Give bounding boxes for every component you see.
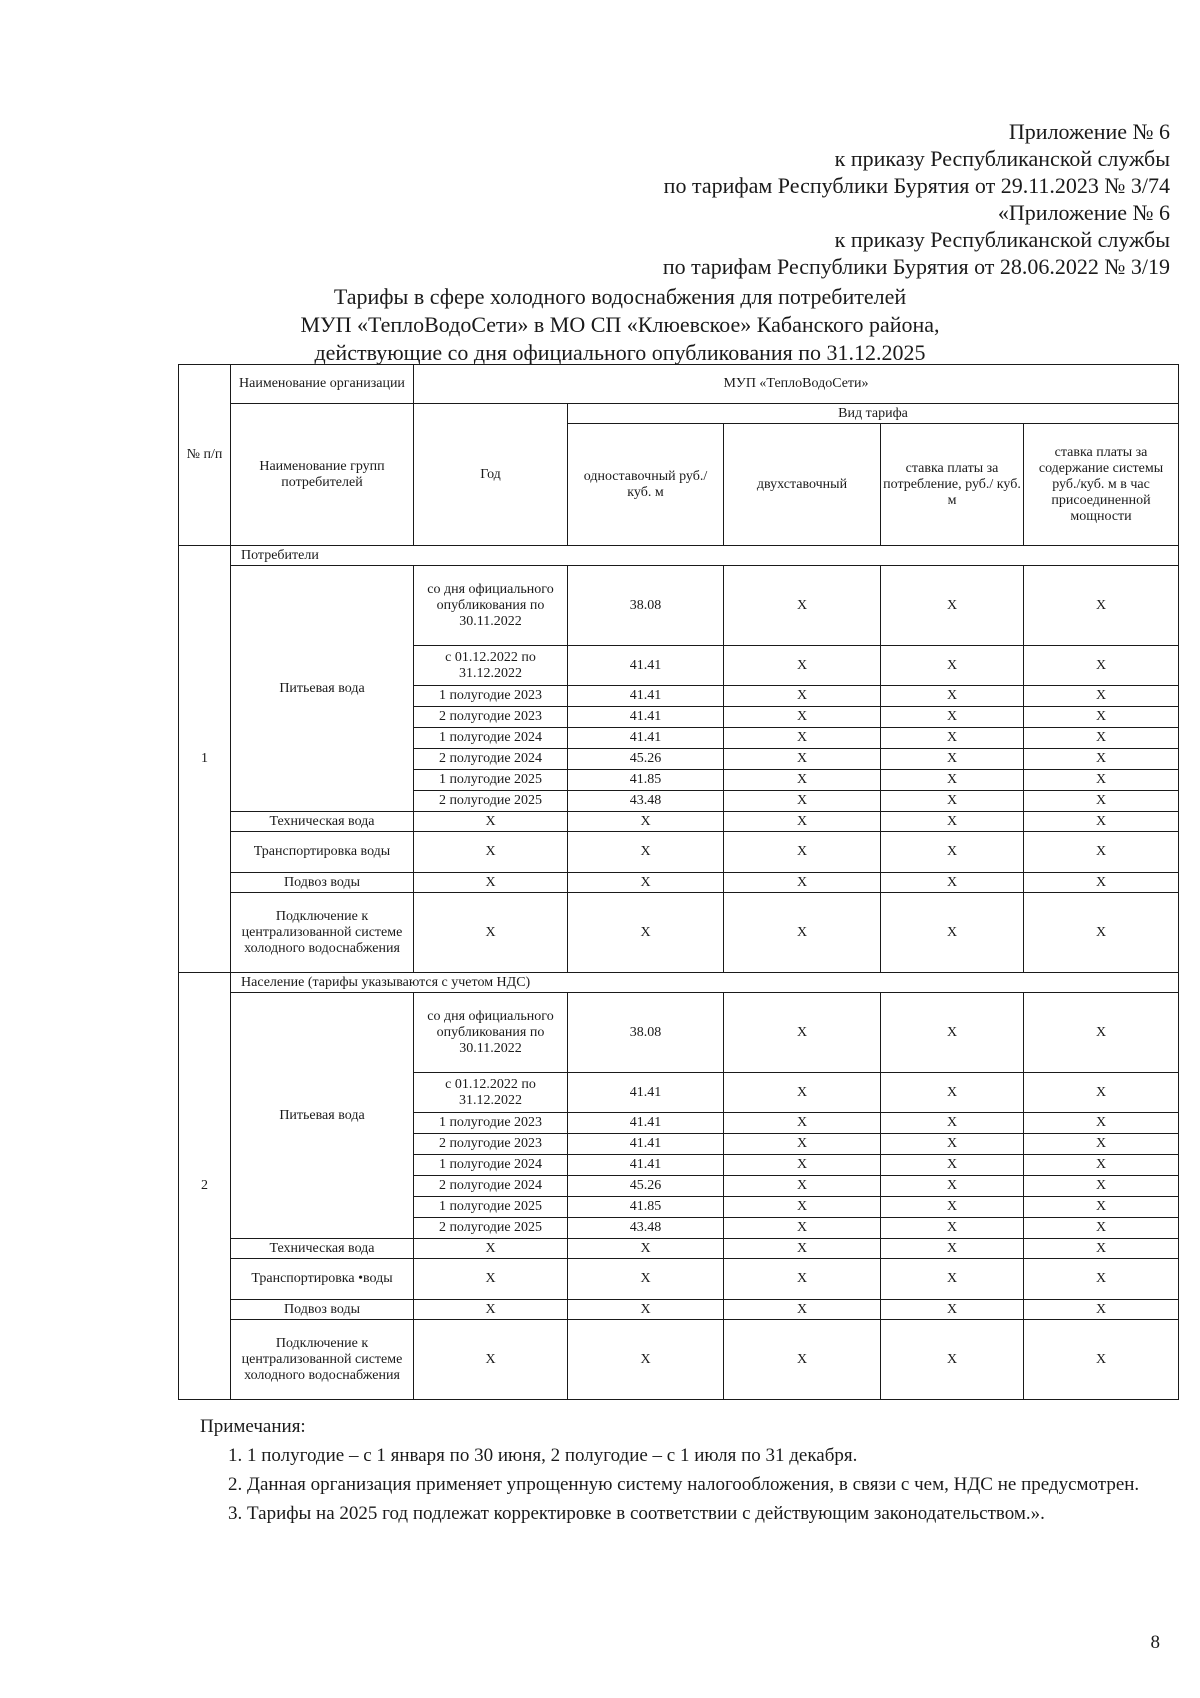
consumption-rate-cell: X — [881, 1073, 1024, 1113]
title-line: МУП «ТеплоВодоСети» в МО СП «Клюевское» Кабанского района, — [300, 312, 940, 337]
single-rate-cell: 41.41 — [568, 1073, 724, 1113]
consumption-rate-cell: X — [881, 686, 1024, 707]
consumption-rate-cell: X — [881, 1239, 1024, 1259]
table-row — [179, 1239, 1179, 1259]
single-rate-cell: 41.41 — [568, 1155, 724, 1176]
section-number: 1 — [179, 546, 231, 973]
page-number: 8 — [1150, 1632, 1160, 1653]
double-rate-cell: X — [724, 707, 881, 728]
org-name: МУП «ТеплоВодоСети» — [414, 365, 1179, 404]
section-number: 2 — [179, 973, 231, 1400]
single-rate-cell: 41.85 — [568, 1197, 724, 1218]
single-rate-cell: 43.48 — [568, 1218, 724, 1239]
single-rate-cell: 41.41 — [568, 646, 724, 686]
table-row — [179, 832, 1179, 873]
maintenance-rate-cell: X — [1024, 646, 1179, 686]
table-row — [179, 873, 1179, 893]
maintenance-rate-cell: X — [1024, 1176, 1179, 1197]
note-item: 3. Тарифы на 2025 год подлежат корректировке в соответствии с действующим законодательством.». — [228, 1503, 1045, 1524]
maintenance-rate-cell: X — [1024, 1320, 1179, 1400]
document-title — [180, 283, 1060, 367]
consumption-rate-cell: X — [881, 1176, 1024, 1197]
period-cell: со дня официального опубликования по 30.11.2022 — [414, 993, 568, 1073]
double-rate-cell: X — [724, 832, 881, 873]
maintenance-rate-cell: X — [1024, 686, 1179, 707]
single-rate-cell: X — [568, 832, 724, 873]
period-cell: 2 полугодие 2024 — [414, 749, 568, 770]
period-cell: 2 полугодие 2025 — [414, 791, 568, 812]
double-rate-cell: X — [724, 646, 881, 686]
header-line: по тарифам Республики Бурятия от 28.06.2022 № 3/19 — [662, 254, 1170, 279]
maintenance-rate-cell: X — [1024, 566, 1179, 646]
period-cell: 2 полугодие 2025 — [414, 1218, 568, 1239]
double-rate-cell: X — [724, 993, 881, 1073]
maintenance-rate-cell: X — [1024, 1300, 1179, 1320]
maintenance-rate-cell: X — [1024, 728, 1179, 749]
single-rate-cell: 38.08 — [568, 993, 724, 1073]
header-line: Приложение № 6 — [1008, 119, 1170, 144]
consumption-rate-cell: X — [881, 646, 1024, 686]
section-title-row — [179, 546, 1179, 566]
maintenance-rate-cell: X — [1024, 1197, 1179, 1218]
period-cell: 1 полугодие 2024 — [414, 1155, 568, 1176]
period-cell: X — [414, 873, 568, 893]
notes-heading: Примечания: — [200, 1416, 306, 1437]
period-cell: X — [414, 832, 568, 873]
double-rate-cell: X — [724, 686, 881, 707]
maintenance-rate-cell: X — [1024, 1239, 1179, 1259]
period-cell: 1 полугодие 2023 — [414, 686, 568, 707]
single-rate-cell: 41.41 — [568, 728, 724, 749]
consumer-group-name: Подключение к централизованной системе холодного водоснабжения — [231, 893, 414, 973]
maintenance-rate-cell: X — [1024, 1155, 1179, 1176]
consumption-rate-cell: X — [881, 1134, 1024, 1155]
table-row — [179, 812, 1179, 832]
consumption-rate-cell: X — [881, 812, 1024, 832]
maintenance-rate-cell: X — [1024, 1259, 1179, 1300]
single-rate-cell: X — [568, 1320, 724, 1400]
double-rate-cell: X — [724, 812, 881, 832]
double-rate-cell: X — [724, 1239, 881, 1259]
consumption-rate-cell: X — [881, 566, 1024, 646]
consumption-rate-cell: X — [881, 1197, 1024, 1218]
tariff-table — [178, 364, 1179, 1400]
double-rate-cell: X — [724, 1259, 881, 1300]
period-cell: 1 полугодие 2025 — [414, 770, 568, 791]
double-rate-cell: X — [724, 1176, 881, 1197]
header-line: по тарифам Республики Бурятия от 29.11.2023 № 3/74 — [663, 173, 1170, 198]
table-row — [179, 566, 1179, 646]
single-rate-cell: 43.48 — [568, 791, 724, 812]
maintenance-rate-cell: X — [1024, 873, 1179, 893]
consumer-group-name: Транспортировка воды — [231, 832, 414, 873]
single-rate-cell: 41.41 — [568, 707, 724, 728]
notes — [180, 1414, 1160, 1530]
maintenance-rate-cell: X — [1024, 707, 1179, 728]
consumer-group-name: Питьевая вода — [231, 993, 414, 1239]
consumption-rate-cell: X — [881, 770, 1024, 791]
table-row — [179, 1300, 1179, 1320]
consumption-rate-cell: X — [881, 728, 1024, 749]
col-consumption-header: ставка платы за потребление, руб./ куб. м — [881, 424, 1024, 546]
col-year-header: Год — [414, 404, 568, 546]
maintenance-rate-cell: X — [1024, 1134, 1179, 1155]
consumer-group-name: Транспортировка •воды — [231, 1259, 414, 1300]
double-rate-cell: X — [724, 1134, 881, 1155]
maintenance-rate-cell: X — [1024, 893, 1179, 973]
period-cell: X — [414, 1300, 568, 1320]
period-cell: X — [414, 1259, 568, 1300]
maintenance-rate-cell: X — [1024, 749, 1179, 770]
consumption-rate-cell: X — [881, 893, 1024, 973]
consumption-rate-cell: X — [881, 1259, 1024, 1300]
double-rate-cell: X — [724, 1218, 881, 1239]
order-header — [663, 118, 1170, 280]
col-single-header: одноставочный руб./ куб. м — [568, 424, 724, 546]
consumer-group-name: Техническая вода — [231, 812, 414, 832]
consumption-rate-cell: X — [881, 1300, 1024, 1320]
section-title-row — [179, 973, 1179, 993]
single-rate-cell: X — [568, 1259, 724, 1300]
double-rate-cell: X — [724, 749, 881, 770]
single-rate-cell: 41.85 — [568, 770, 724, 791]
col-tariff-type-header: Вид тарифа — [568, 404, 1179, 424]
double-rate-cell: X — [724, 770, 881, 791]
consumption-rate-cell: X — [881, 749, 1024, 770]
maintenance-rate-cell: X — [1024, 832, 1179, 873]
period-cell: 1 полугодие 2025 — [414, 1197, 568, 1218]
maintenance-rate-cell: X — [1024, 1113, 1179, 1134]
double-rate-cell: X — [724, 1155, 881, 1176]
double-rate-cell: X — [724, 893, 881, 973]
maintenance-rate-cell: X — [1024, 791, 1179, 812]
consumption-rate-cell: X — [881, 1218, 1024, 1239]
single-rate-cell: 41.41 — [568, 1134, 724, 1155]
single-rate-cell: 41.41 — [568, 686, 724, 707]
maintenance-rate-cell: X — [1024, 993, 1179, 1073]
header-line: к приказу Республиканской службы — [834, 146, 1170, 171]
single-rate-cell: X — [568, 812, 724, 832]
consumption-rate-cell: X — [881, 873, 1024, 893]
col-org-name-header: Наименование организации — [231, 365, 414, 404]
consumption-rate-cell: X — [881, 1155, 1024, 1176]
double-rate-cell: X — [724, 728, 881, 749]
consumer-group-name: Подвоз воды — [231, 873, 414, 893]
period-cell: 2 полугодие 2023 — [414, 1134, 568, 1155]
period-cell: 2 полугодие 2024 — [414, 1176, 568, 1197]
single-rate-cell: X — [568, 1300, 724, 1320]
maintenance-rate-cell: X — [1024, 770, 1179, 791]
col-group-header: Наименование групп потребителей — [231, 404, 414, 546]
consumer-group-name: Питьевая вода — [231, 566, 414, 812]
consumption-rate-cell: X — [881, 791, 1024, 812]
period-cell: 1 полугодие 2023 — [414, 1113, 568, 1134]
consumption-rate-cell: X — [881, 707, 1024, 728]
consumer-group-name: Подвоз воды — [231, 1300, 414, 1320]
single-rate-cell: X — [568, 873, 724, 893]
consumption-rate-cell: X — [881, 1320, 1024, 1400]
period-cell: 2 полугодие 2023 — [414, 707, 568, 728]
table-row — [179, 893, 1179, 973]
double-rate-cell: X — [724, 1320, 881, 1400]
period-cell: с 01.12.2022 по 31.12.2022 — [414, 646, 568, 686]
table-row — [179, 1320, 1179, 1400]
double-rate-cell: X — [724, 1300, 881, 1320]
table-row — [179, 1259, 1179, 1300]
single-rate-cell: X — [568, 1239, 724, 1259]
consumption-rate-cell: X — [881, 832, 1024, 873]
period-cell: X — [414, 812, 568, 832]
double-rate-cell: X — [724, 566, 881, 646]
period-cell: со дня официального опубликования по 30.11.2022 — [414, 566, 568, 646]
double-rate-cell: X — [724, 1197, 881, 1218]
maintenance-rate-cell: X — [1024, 812, 1179, 832]
consumer-group-name: Подключение к централизованной системе холодного водоснабжения — [231, 1320, 414, 1400]
double-rate-cell: X — [724, 1073, 881, 1113]
header-line: «Приложение № 6 — [997, 200, 1170, 225]
single-rate-cell: 41.41 — [568, 1113, 724, 1134]
maintenance-rate-cell: X — [1024, 1218, 1179, 1239]
consumption-rate-cell: X — [881, 1113, 1024, 1134]
period-cell: X — [414, 1320, 568, 1400]
single-rate-cell: X — [568, 893, 724, 973]
period-cell: X — [414, 893, 568, 973]
note-item: 1. 1 полугодие – с 1 января по 30 июня, 2 полугодие – с 1 июля по 31 декабря. — [228, 1445, 858, 1466]
single-rate-cell: 45.26 — [568, 1176, 724, 1197]
single-rate-cell: 45.26 — [568, 749, 724, 770]
consumption-rate-cell: X — [881, 993, 1024, 1073]
title-line: Тарифы в сфере холодного водоснабжения для потребителей — [333, 284, 907, 309]
period-cell: с 01.12.2022 по 31.12.2022 — [414, 1073, 568, 1113]
double-rate-cell: X — [724, 873, 881, 893]
note-item: 2. Данная организация применяет упрощенную систему налогообложения, в связи с чем, НДС не предусмотрен. — [228, 1474, 1140, 1495]
double-rate-cell: X — [724, 791, 881, 812]
section-title: Потребители — [231, 546, 1179, 566]
maintenance-rate-cell: X — [1024, 1073, 1179, 1113]
single-rate-cell: 38.08 — [568, 566, 724, 646]
col-maintenance-header: ставка платы за содержание системы руб./куб. м в час присоединенной мощности — [1024, 424, 1179, 546]
col-double-header: двухставочный — [724, 424, 881, 546]
period-cell: X — [414, 1239, 568, 1259]
period-cell: 1 полугодие 2024 — [414, 728, 568, 749]
header-line: к приказу Республиканской службы — [834, 227, 1170, 252]
double-rate-cell: X — [724, 1113, 881, 1134]
col-num-header: № п/п — [179, 365, 231, 546]
section-title: Население (тарифы указываются с учетом НДС) — [231, 973, 1179, 993]
table-row — [179, 993, 1179, 1073]
consumer-group-name: Техническая вода — [231, 1239, 414, 1259]
title-line: действующие со дня официального опубликования по 31.12.2025 — [314, 340, 926, 365]
